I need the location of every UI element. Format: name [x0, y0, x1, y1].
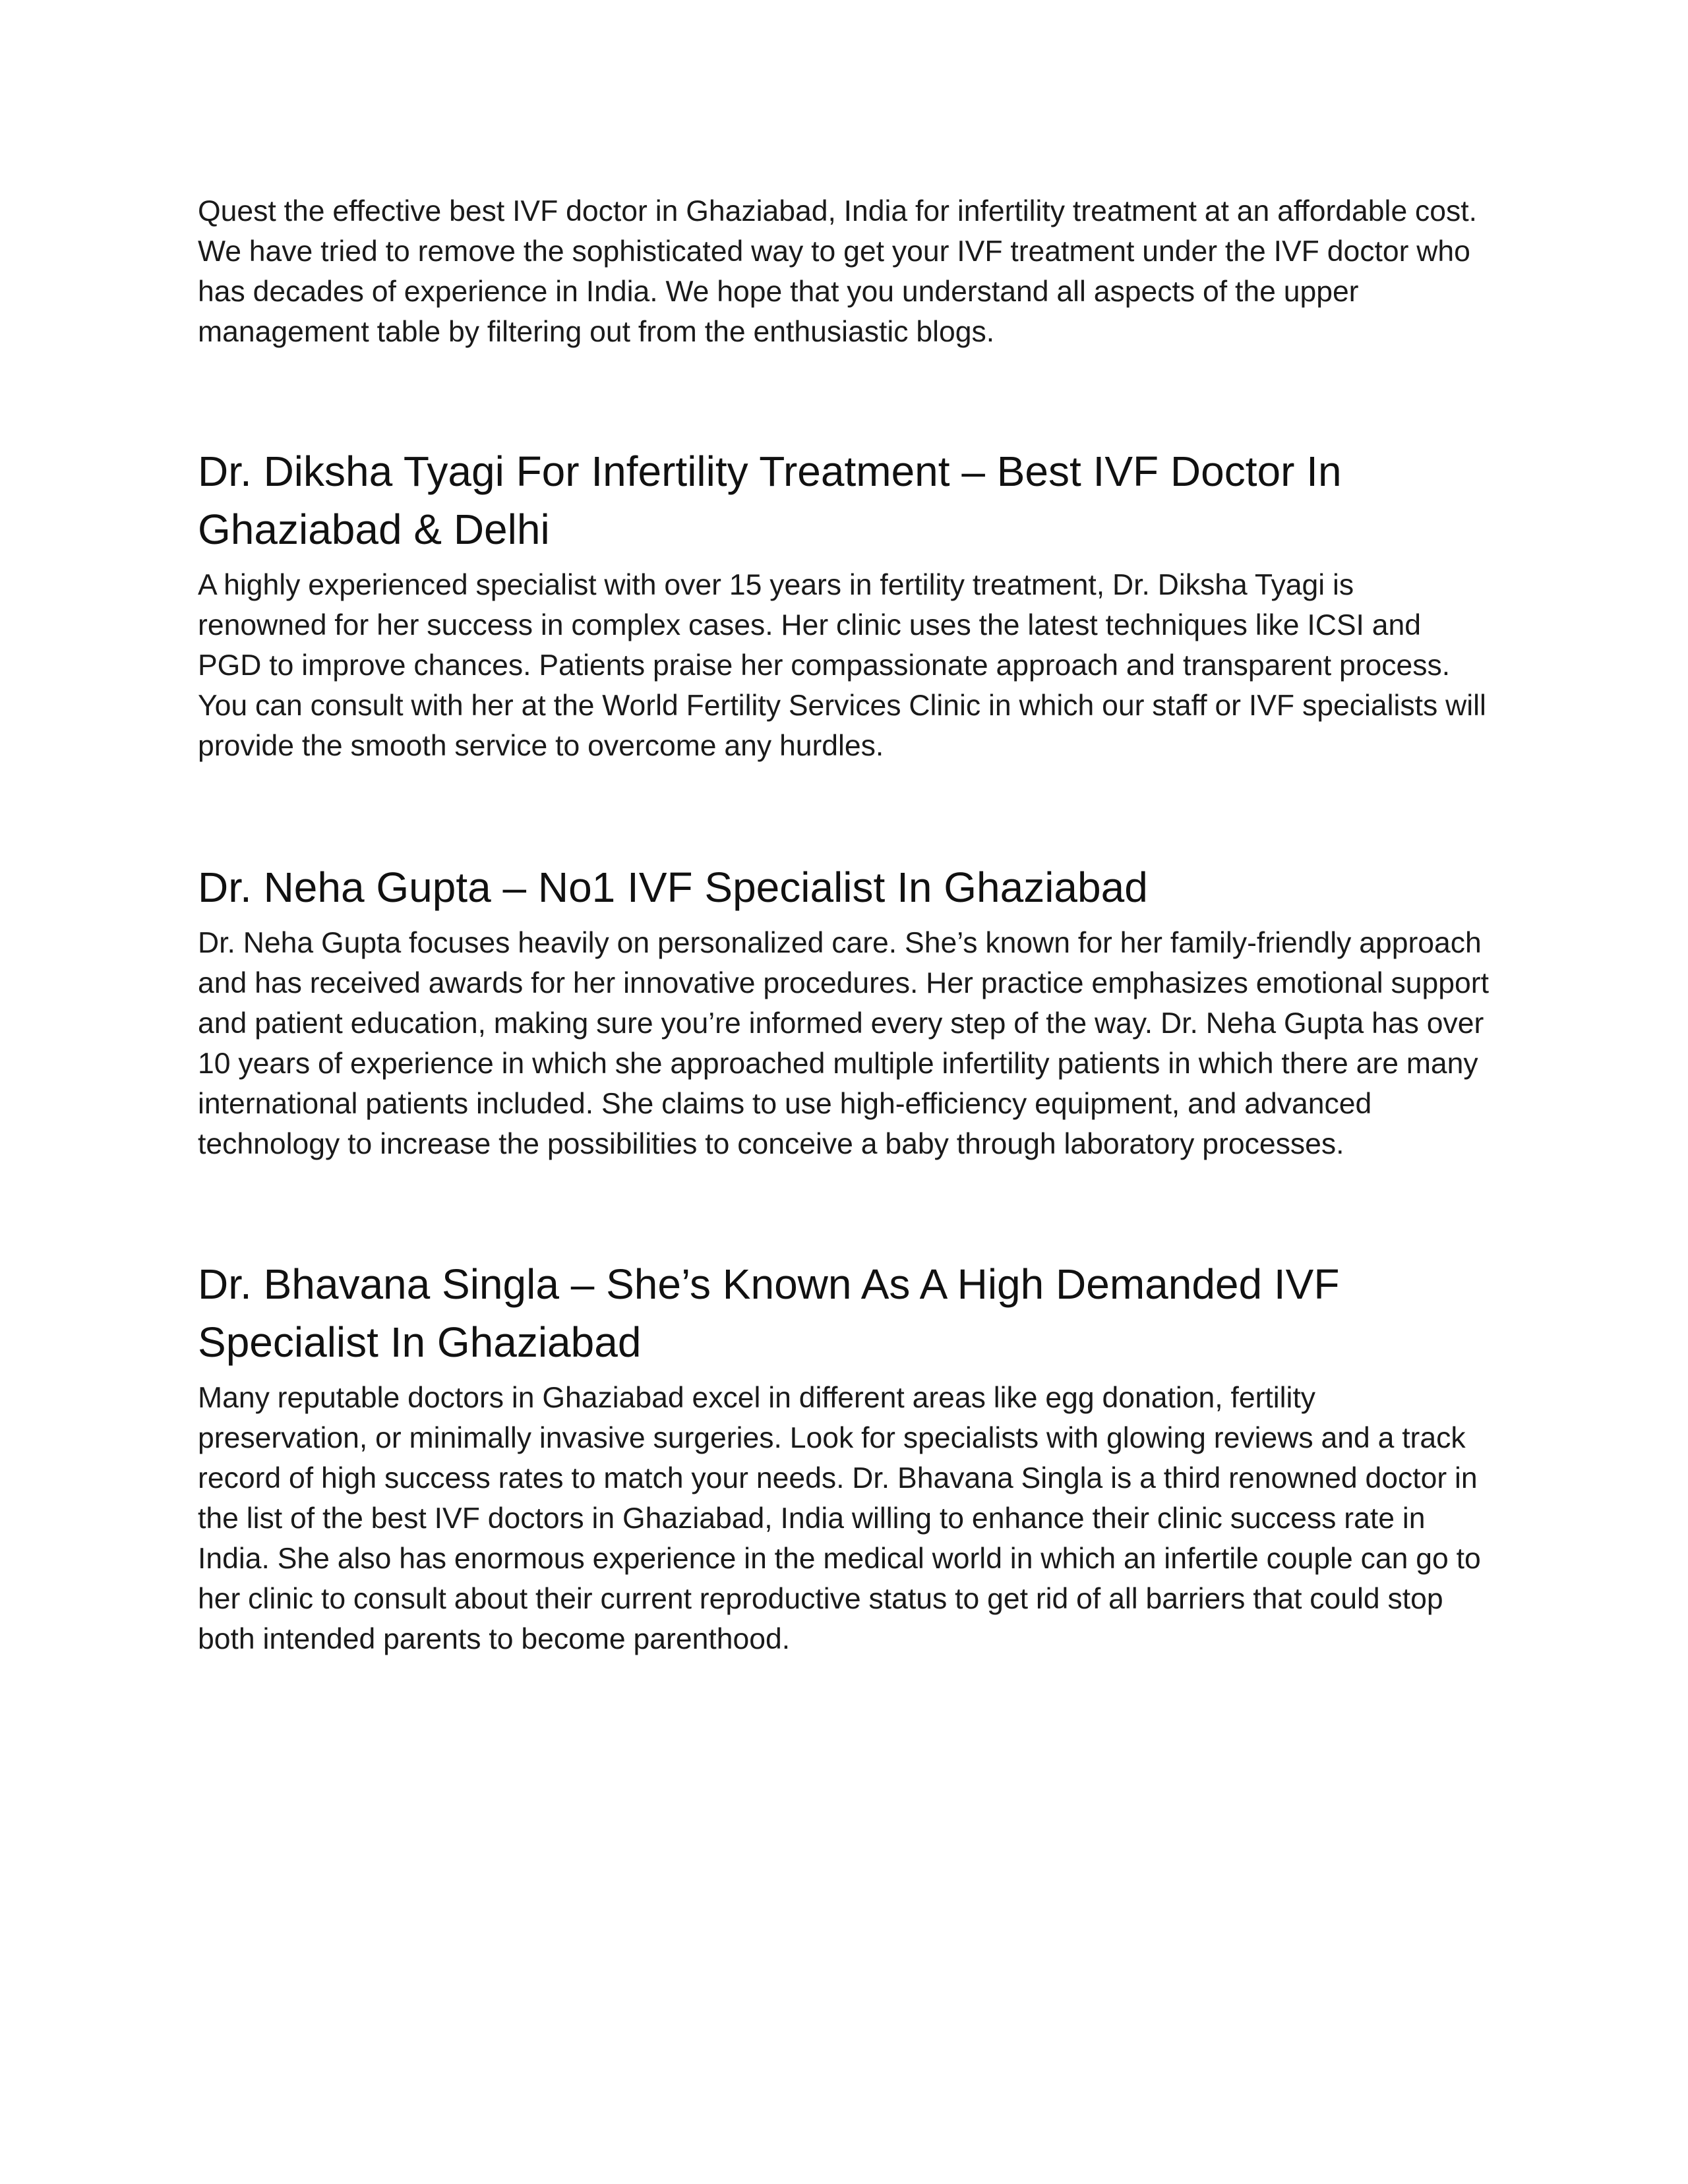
intro-paragraph: Quest the effective best IVF doctor in Ghaziabad, India for infertility treatment at an affordable cost. We have tried to remove the sophisticated way to get your IVF treatment under the IVF doctor who has decades of experience in India. We hope that you understand all aspects of the upper management table by filtering out from the enthusiastic blogs. — [198, 195, 1478, 348]
section-heading: Dr. Diksha Tyagi For Infertility Treatment – Best IVF Doctor In Ghaziabad & Delhi — [198, 448, 1342, 553]
section-neha-gupta — [198, 858, 1490, 1164]
section-paragraph: Many reputable doctors in Ghaziabad excel in different areas like egg donation, fertility preservation, or minimally invasive surgeries. Look for specialists with glowing reviews and a track record of high success rates to match your needs. Dr. Bhavana Singla is a third renowned doctor in the list of the best IVF doctors in Ghaziabad, India willing to enhance their clinic success rate in India. She also has enormous experience in the medical world in which an infertile couple can go to her clinic to consult about their current reproductive status to get rid of all barriers that could stop both intended parents to become parenthood. — [198, 1382, 1481, 1655]
section-bhavana-singla — [198, 1255, 1490, 1659]
section-diksha-tyagi — [198, 442, 1490, 766]
document-page — [198, 191, 1490, 1659]
section-heading: Dr. Neha Gupta – No1 IVF Specialist In Ghaziabad — [198, 864, 1148, 911]
section-paragraph: A highly experienced specialist with over 15 years in fertility treatment, Dr. Diksha Tyagi is renowned for her success in complex cases. Her clinic uses the latest techniques like ICSI and PGD to improve chances. Patients praise her compassionate approach and transparent process. You can consult with her at the World Fertility Services Clinic in which our staff or IVF specialists will provide the smooth service to overcome any hurdles. — [198, 569, 1486, 762]
section-heading: Dr. Bhavana Singla – She’s Known As A High Demanded IVF Specialist In Ghaziabad — [198, 1260, 1340, 1366]
section-paragraph: Dr. Neha Gupta focuses heavily on personalized care. She’s known for her family-friendly approach and has received awards for her innovative procedures. Her practice emphasizes emotional support and patient education, making sure you’re informed every step of the way. Dr. Neha Gupta has over 10 years of experience in which she approached multiple infertility patients in which there are many international patients included. She claims to use high-efficiency equipment, and advanced technology to increase the possibilities to conceive a baby through laboratory processes. — [198, 927, 1489, 1160]
